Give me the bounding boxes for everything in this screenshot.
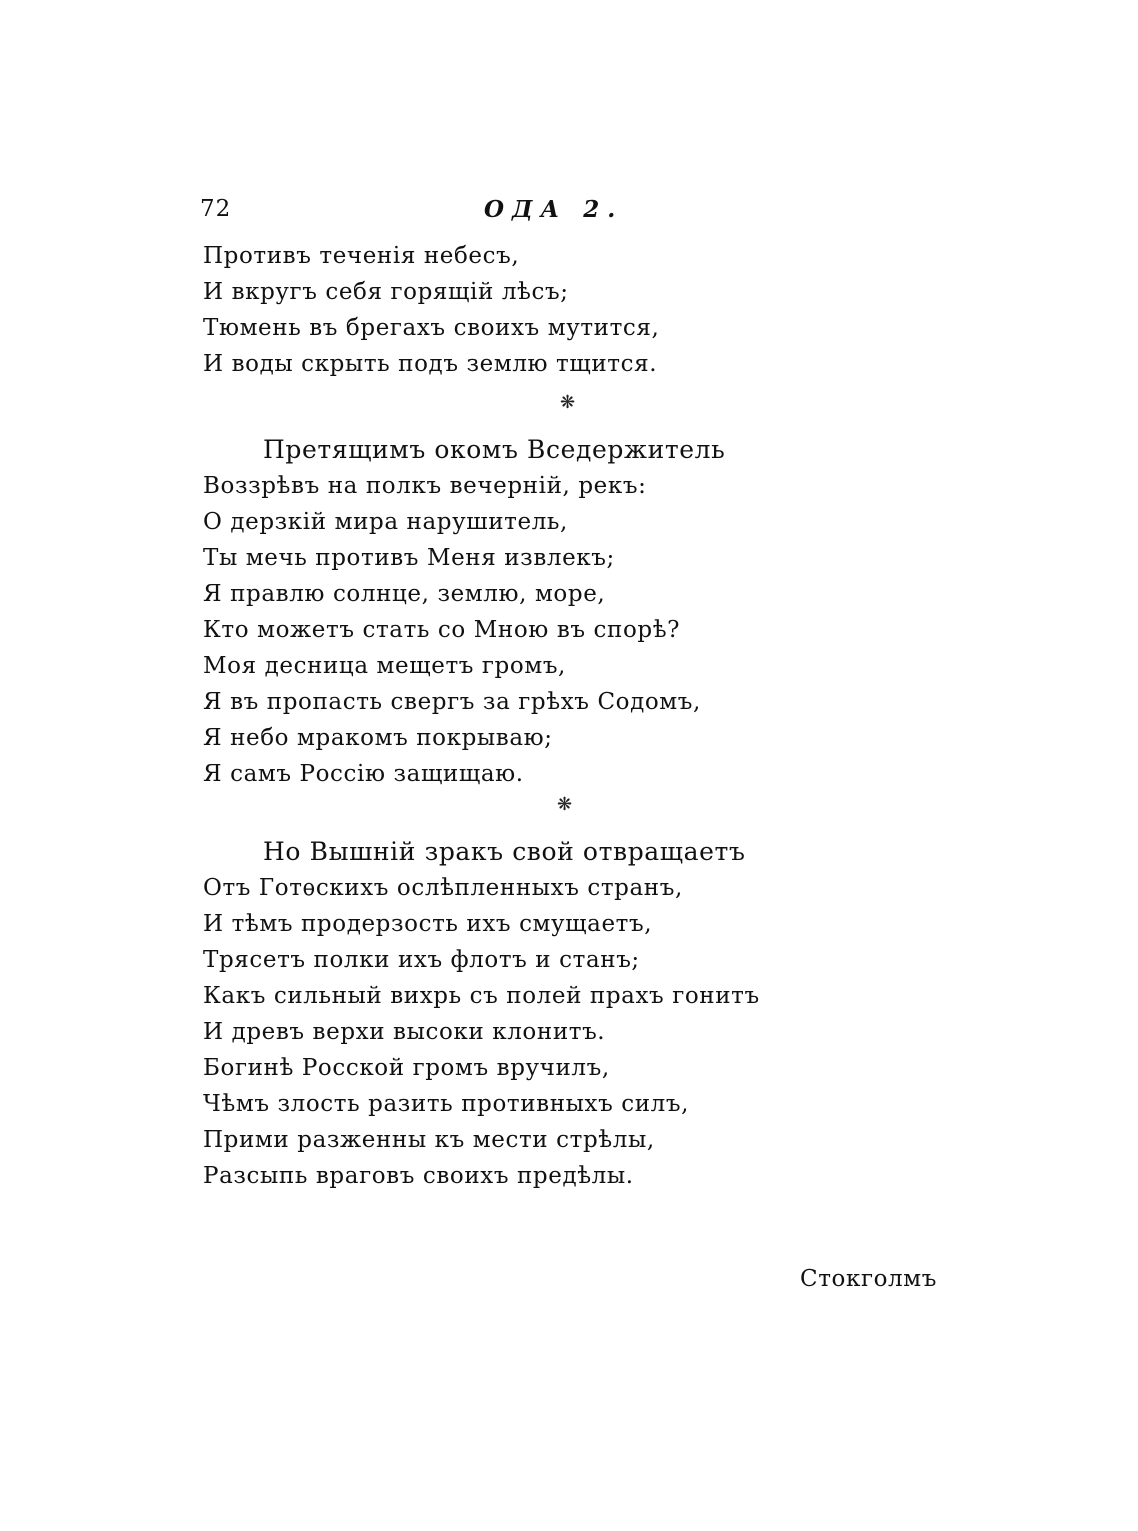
verse-line: И тѣмъ продерзость ихъ смущаетъ,	[203, 911, 653, 937]
verse-line: Отъ Готѳскихъ ослѣпленныхъ странъ,	[203, 875, 683, 901]
stanza-divider-ornament: ❋	[557, 794, 573, 815]
stanza-divider-ornament: ❋	[560, 392, 576, 413]
verse-line: Прими разженны къ мести стрѣлы,	[203, 1127, 655, 1153]
verse-line: Разсыпь враговъ своихъ предѣлы.	[203, 1163, 634, 1189]
page-header	[200, 196, 760, 236]
verse-line: Трясетъ полки ихъ флотъ и станъ;	[203, 947, 640, 973]
verse-line: И вкругъ себя горящій лѣсъ;	[203, 279, 569, 305]
verse-line: О дерзкій мира нарушитель,	[203, 509, 568, 535]
verse-line: Какъ сильный вихрь съ полей прахъ гонитъ	[203, 983, 760, 1009]
page-number: 72	[200, 196, 232, 222]
verse-line: И древъ верхи высоки клонитъ.	[203, 1019, 606, 1045]
verse-line: Я въ пропасть свергъ за грѣхъ Содомъ,	[203, 689, 701, 715]
verse-line: Я самъ Россію защищаю.	[203, 761, 524, 787]
verse-line: Но Вышній зракъ свой отвращаетъ	[263, 837, 746, 866]
verse-line: Претящимъ окомъ Вседержитель	[263, 435, 726, 464]
verse-line: Тюмень въ брегахъ своихъ мутится,	[203, 315, 660, 341]
stanza-3	[203, 834, 823, 1194]
verse-line: Воззрѣвъ на полкъ вечерній, рекъ:	[203, 473, 647, 499]
stanza-2	[203, 432, 823, 792]
stanza-1	[203, 238, 823, 382]
verse-line: Противъ теченія небесъ,	[203, 243, 520, 269]
verse-line: Богинѣ Росской громъ вручилъ,	[203, 1055, 610, 1081]
verse-line: Ты мечь противъ Меня извлекъ;	[203, 545, 615, 571]
verse-line: И воды скрыть подъ землю тщится.	[203, 351, 658, 377]
catchword: Стокголмъ	[800, 1266, 937, 1292]
running-title: ОДА 2.	[484, 196, 624, 223]
verse-line: Я небо мракомъ покрываю;	[203, 725, 553, 751]
verse-line: Чѣмъ злость разить противныхъ силъ,	[203, 1091, 690, 1117]
verse-line: Моя десница мещетъ громъ,	[203, 653, 566, 679]
verse-line: Я правлю солнце, землю, море,	[203, 581, 606, 607]
verse-line: Кто можетъ стать со Мною въ спорѣ?	[203, 617, 681, 643]
